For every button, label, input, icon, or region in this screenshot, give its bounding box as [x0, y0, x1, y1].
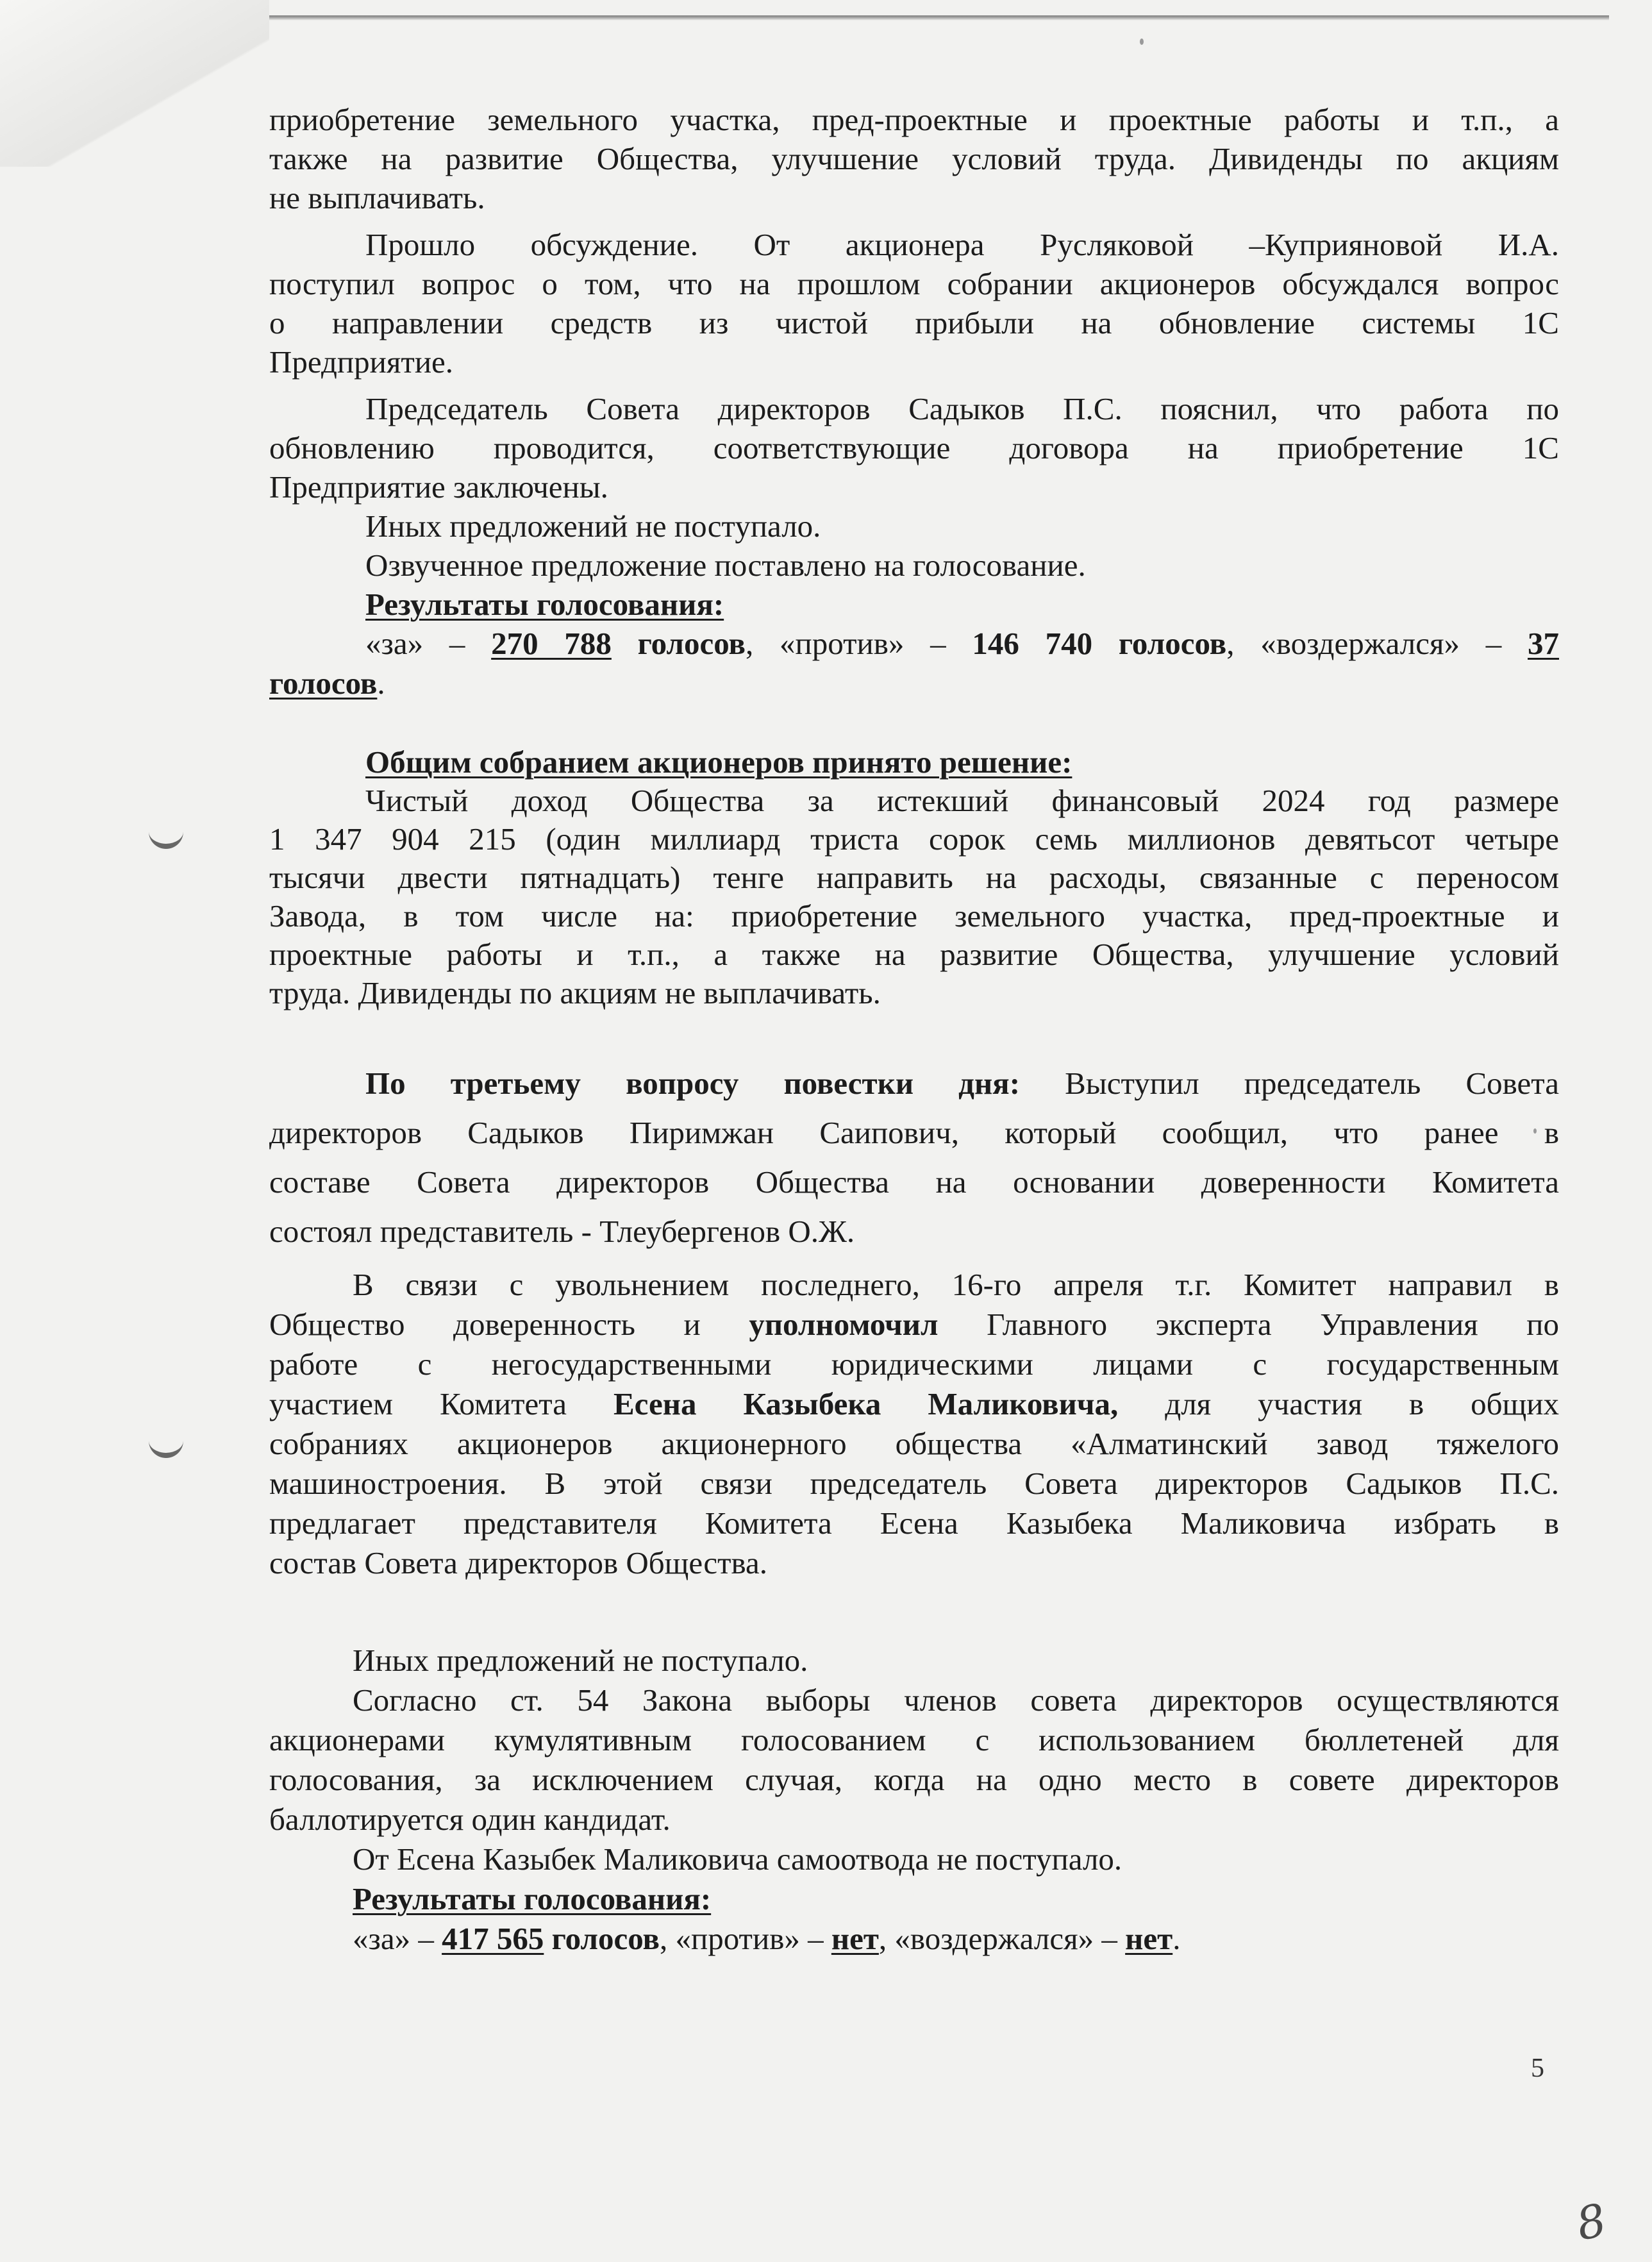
text-line: состав Совета директоров Общества.	[269, 1545, 768, 1580]
text-line: баллотируется один кандидат.	[269, 1802, 671, 1837]
text-line: составе Совета директоров Общества на основании доверенности Комитета	[269, 1164, 1559, 1200]
text-line: акционерами кумулятивным голосованием с использованием бюллетеней для	[269, 1722, 1559, 1757]
page-number: 5	[1531, 2054, 1544, 2083]
vote-text: , «против» –	[746, 626, 972, 661]
chairman-answer-paragraph	[269, 389, 1559, 507]
text-line: обновлению проводится, соответствующие договора на приобретение 1С	[269, 430, 1559, 465]
law-reference-paragraph	[269, 1680, 1559, 1839]
vote-results-2	[269, 1919, 1559, 1959]
text-line: Председатель Совета директоров Садыков П.С. пояснил, что работа по	[365, 391, 1559, 426]
text-line: предлагает представителя Комитета Есена Казыбека Маликовича избрать в	[269, 1505, 1559, 1541]
vote-results-heading: Результаты голосования:	[353, 1881, 712, 1916]
text-line: голосования, за исключением случая, когда на одно место в совете директоров	[269, 1762, 1559, 1797]
no-proposals-line: Иных предложений не поступало.	[365, 508, 821, 544]
agenda-item-text: Выступил председатель Совета	[1020, 1066, 1559, 1101]
text-line: 1 347 904 215 (один миллиард триста сорок семь миллионов девятьсот четыре	[269, 821, 1559, 857]
document-body	[269, 100, 1559, 1959]
vote-for-word: голосов	[611, 626, 746, 661]
proxy-paragraph	[269, 1265, 1559, 1583]
handwritten-sheet-number: 8	[1571, 2193, 1611, 2251]
punch-hole-lower	[149, 1436, 183, 1458]
text-line: директоров Садыков Пиримжан Саипович, который сообщил, что ранее в	[269, 1115, 1559, 1150]
no-self-withdrawal-line: От Есена Казыбек Маликовича самоотвода не поступало.	[353, 1841, 1122, 1877]
vote-text: «за» –	[365, 626, 492, 661]
text-line: проектные работы и т.п., а также на развитие Общества, улучшение условий	[269, 937, 1559, 972]
vote-against: 146 740 голосов	[972, 626, 1227, 661]
text-fragment: Общество доверенность и	[269, 1307, 749, 1342]
text-line: поступил вопрос о том, что на прошлом собрании акционеров обсуждался вопрос	[269, 266, 1559, 301]
text-fragment: для участия в общих	[1118, 1386, 1559, 1421]
text-line: машиностроения. В этой связи председатель Совета директоров Садыков П.С.	[269, 1466, 1559, 1501]
vote-for-word: голосов	[544, 1921, 660, 1956]
text-line: Чистый доход Общества за истекший финансовый 2024 год размере	[365, 783, 1559, 818]
vote-text: .	[377, 666, 385, 701]
text-line: Предприятие заключены.	[269, 469, 608, 505]
no-proposals-line: Иных предложений не поступало.	[353, 1643, 808, 1678]
punch-hole-upper	[149, 827, 183, 849]
vote-text: , «воздержался» –	[878, 1921, 1126, 1956]
text-line: В связи с увольнением последнего, 16-го апреля т.г. Комитет направил в	[353, 1267, 1559, 1302]
paragraph-continuation	[269, 100, 1559, 217]
text-line: работе с негосударственными юридическими лицами с государственным	[269, 1346, 1559, 1382]
text-line: Согласно ст. 54 Закона выборы членов совета директоров осуществляются	[353, 1682, 1559, 1718]
vote-abstain-word: голосов	[269, 666, 378, 701]
vote-text: .	[1172, 1921, 1181, 1956]
text-line: труда. Дивиденды по акциям не выплачивать.	[269, 975, 881, 1010]
scan-speck	[1140, 38, 1144, 45]
agenda-item-lead: По третьему вопросу повестки дня:	[365, 1066, 1021, 1101]
text-line: Предприятие.	[269, 344, 454, 380]
page-fold	[0, 0, 269, 167]
text-line: состоял представитель - Тлеубергенов О.Ж.	[269, 1214, 855, 1249]
text-line: приобретение земельного участка, пред-проектные и проектные работы и т.п., а	[269, 102, 1559, 137]
authorized-word: уполномочил	[749, 1307, 939, 1342]
vote-against: нет	[831, 1921, 879, 1956]
text-line: Прошло обсуждение. От акционера Русляковой –Куприяновой И.А.	[365, 227, 1559, 262]
vote-text: «за» –	[353, 1921, 442, 1956]
decision-section	[269, 743, 1559, 1012]
vote-results-1	[269, 624, 1559, 703]
vote-abstain: нет	[1125, 1921, 1173, 1956]
text-line: тысячи двести пятнадцать) тенге направить на расходы, связанные с переносом	[269, 860, 1559, 895]
text-line: Завода, в том числе на: приобретение земельного участка, пред-проектные и	[269, 898, 1559, 934]
text-fragment: участием Комитета	[269, 1386, 613, 1421]
vote-text: , «воздержался» –	[1226, 626, 1528, 661]
vote-abstain-count: 37	[1528, 626, 1560, 661]
vote-results-heading: Результаты голосования:	[365, 587, 724, 622]
discussion-paragraph	[269, 225, 1559, 381]
candidate-name: Есена Казыбека Маликовича,	[613, 1386, 1119, 1421]
vote-text: , «против» –	[659, 1921, 831, 1956]
vote-for-count: 270 788	[491, 626, 612, 661]
text-line: не выплачивать.	[269, 180, 485, 215]
put-to-vote-line: Озвученное предложение поставлено на голосование.	[365, 548, 1086, 583]
text-line: о направлении средств из чистой прибыли на обновление системы 1С	[269, 305, 1559, 340]
scan-edge	[250, 15, 1609, 21]
text-line: собраниях акционеров акционерного общества «Алматинский завод тяжелого	[269, 1426, 1559, 1461]
text-fragment: Главного эксперта Управления по	[938, 1307, 1559, 1342]
third-agenda-item	[269, 1059, 1559, 1256]
vote-for-count: 417 565	[442, 1921, 544, 1956]
decision-heading: Общим собранием акционеров принято решение:	[365, 744, 1072, 780]
text-line: также на развитие Общества, улучшение условий труда. Дивиденды по акциям	[269, 141, 1559, 176]
